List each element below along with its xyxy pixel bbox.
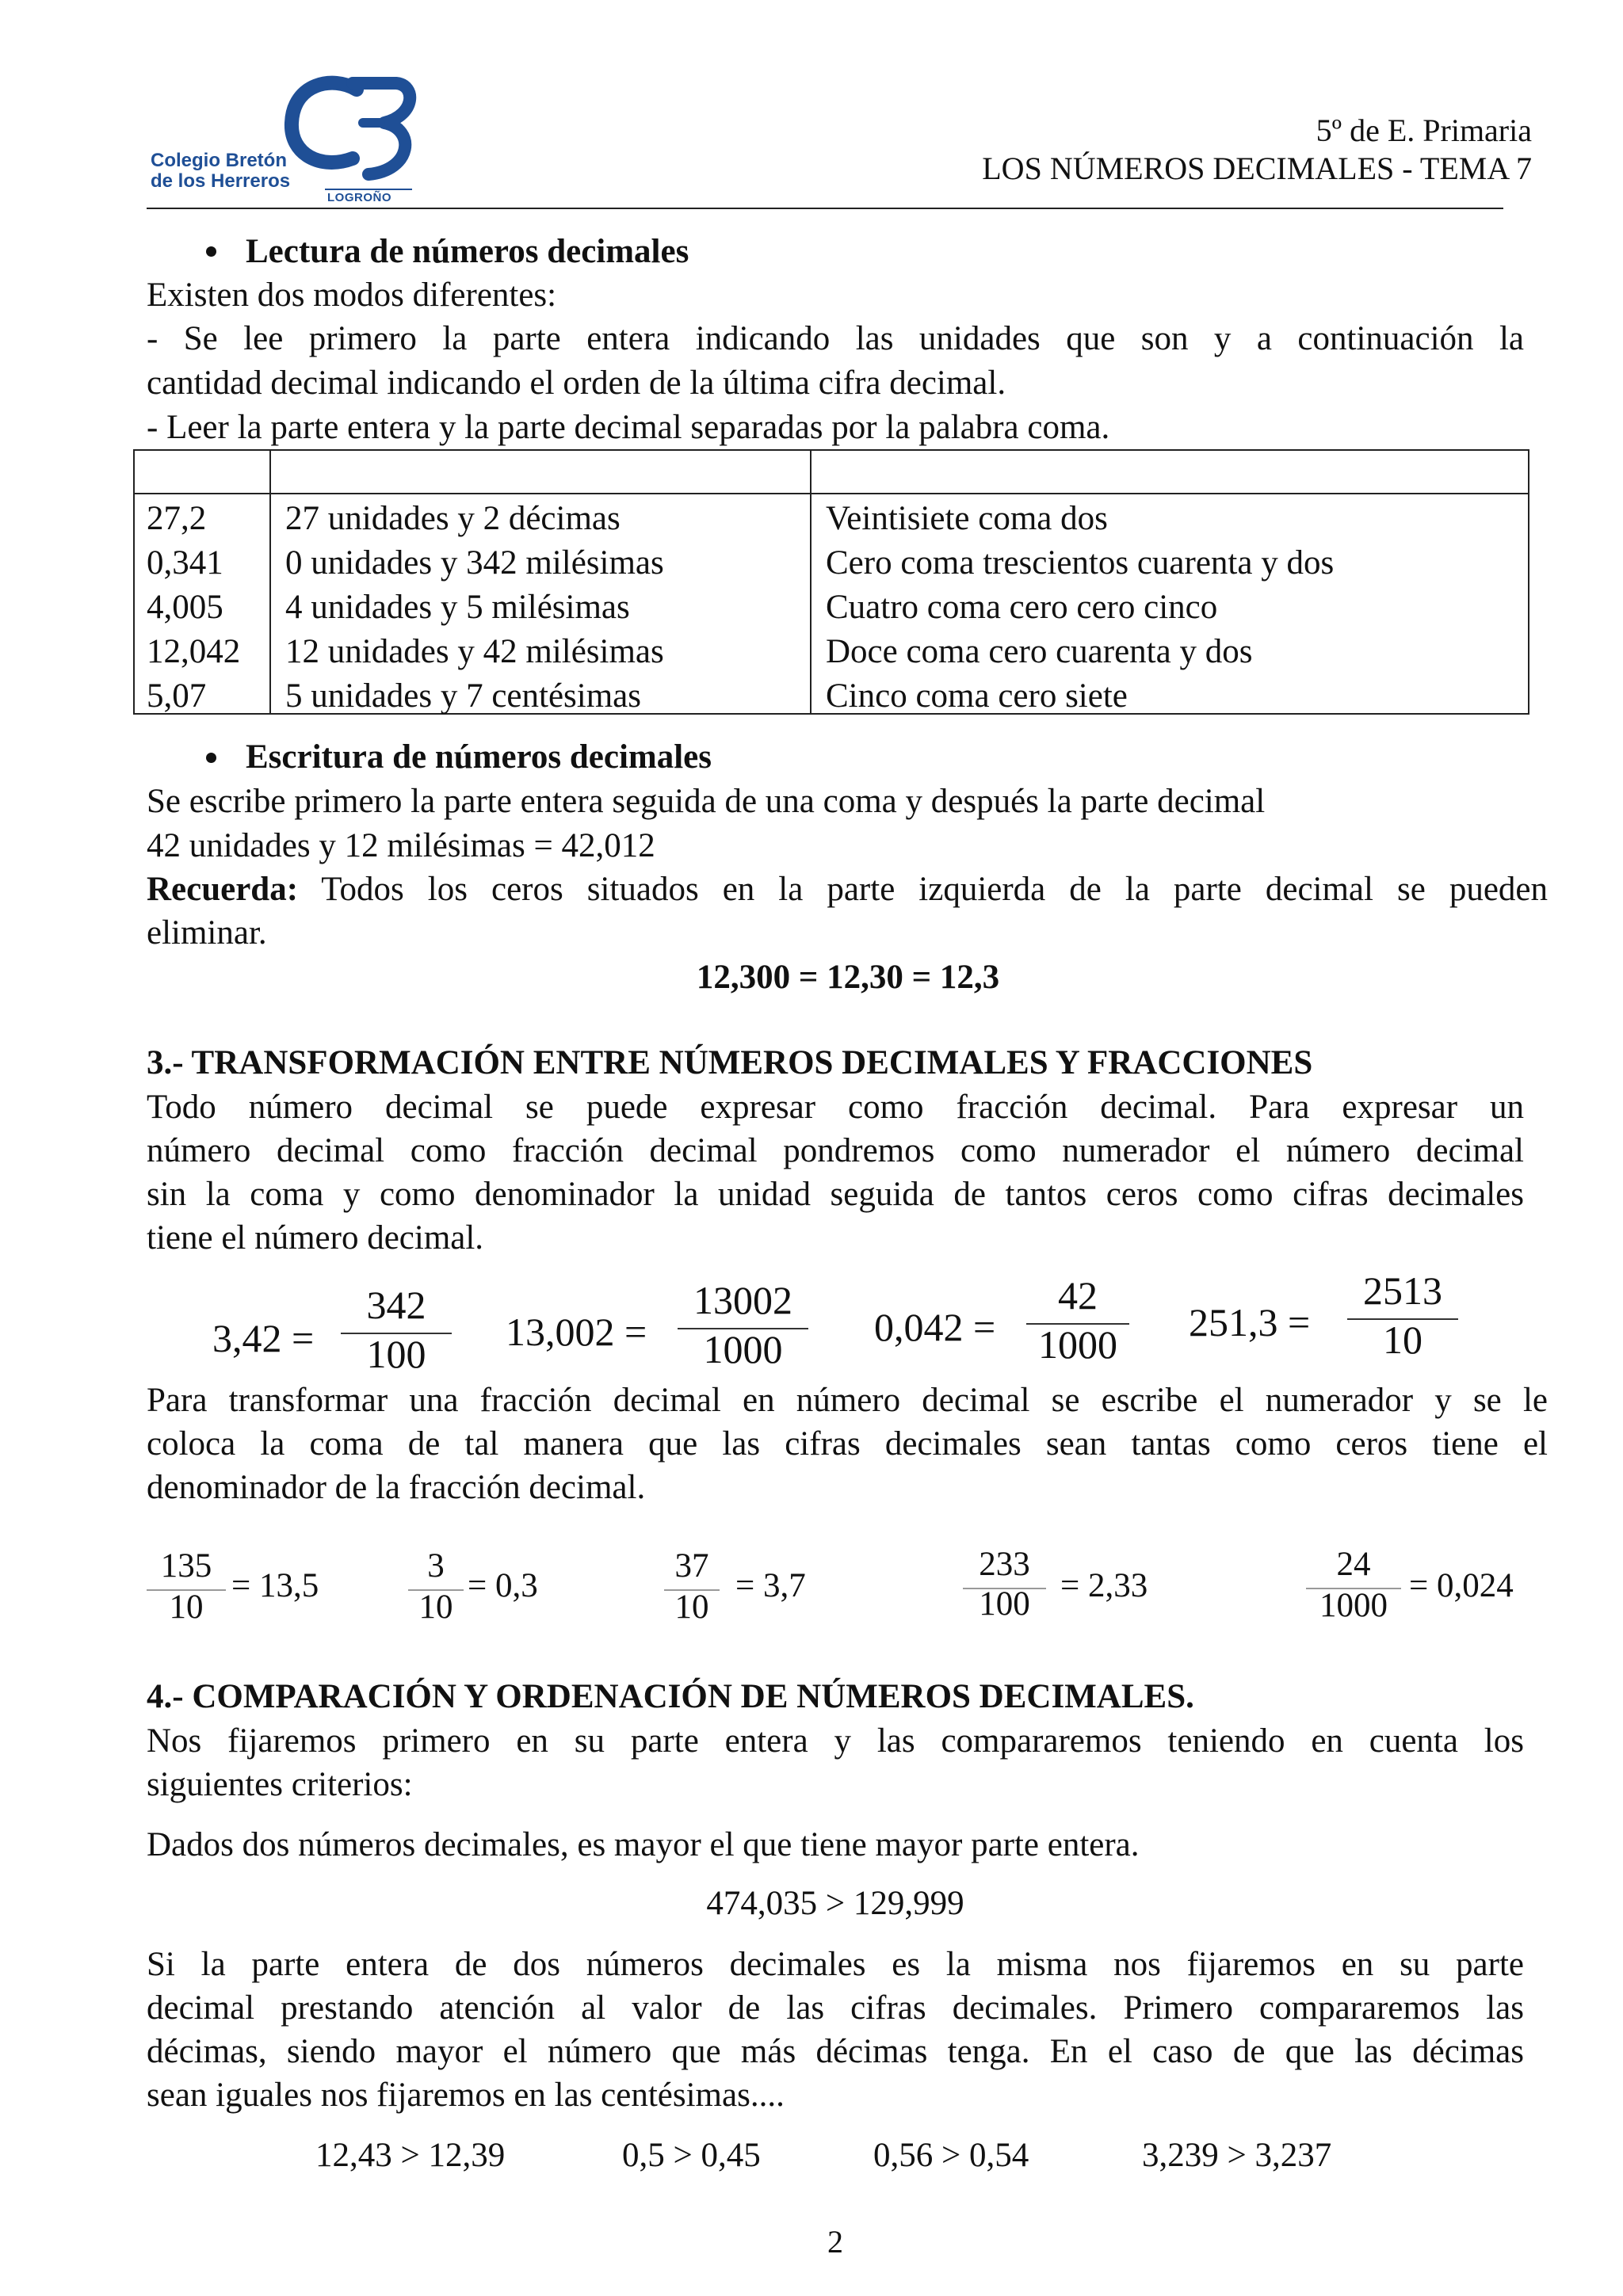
logo-name-line1: Colegio Bretón [151,150,287,171]
comparison-example: 3,239 > 3,237 [1142,2137,1332,2174]
section4-p2-line4: sean iguales nos fijaremos en las centésimas.... [147,2077,785,2114]
section4-p2-line3: décimas, siendo mayor el número que más décimas tenga. En el caso de que las décimas [147,2033,1524,2070]
reading-mode1-line2: cantidad decimal indicando el orden de la última cifra decimal. [147,364,1006,402]
comparison-example: 12,43 > 12,39 [315,2137,506,2174]
decimal-result: = 2,33 [1060,1567,1148,1604]
comparison-example: 0,5 > 0,45 [622,2137,761,2174]
logo-underline [325,189,412,190]
table-cell-words: Doce coma cero cuarenta y dos [826,633,1253,670]
fraction-numerator: 3 [427,1547,445,1585]
decimal-term: 13,002 = [506,1310,647,1354]
decimal-result: = 0,3 [468,1567,538,1604]
section4-p1-line2: siguientes criterios: [147,1766,413,1803]
section3-p1-line3: sin la coma y como denominador la unidad seguida de tantos ceros como cifras decimales [147,1176,1524,1213]
remember-label: Recuerda: [147,871,299,908]
fraction-denominator: 100 [366,1332,426,1376]
table-cell-words: Cinco coma cero siete [826,677,1128,715]
section4-p2-line2: decimal prestando atención al valor de las cifras decimales. Primero compararemos las [147,1989,1524,2027]
section4-title: 4.- COMPARACIÓN Y ORDENACIÓN DE NÚMEROS DECIMALES. [147,1678,1194,1715]
bullet-icon [206,246,216,257]
header-rule [147,208,1503,209]
table-cell-number: 4,005 [147,589,223,626]
fraction-denominator: 1000 [703,1327,783,1371]
fraction-denominator: 10 [169,1589,204,1626]
fraction-numerator: 13002 [693,1278,792,1322]
logo-city: LOGROÑO [327,191,391,204]
section3-p2-line1: Para transformar una fracción decimal en número decimal se escribe el numerador y se le [147,1382,1548,1419]
comparison-example: 0,56 > 0,54 [873,2137,1029,2174]
decimal-result: = 13,5 [231,1567,319,1604]
fraction-numerator: 2513 [1363,1268,1442,1313]
section3-p2-line3: denominador de la fracción decimal. [147,1469,646,1506]
fraction-denominator: 10 [1383,1318,1423,1362]
table-cell-words: Cero coma trescientos cuarenta y dos [826,544,1335,582]
section3-p1-line1: Todo número decimal se puede expresar como fracción decimal. Para expresar un [147,1089,1524,1126]
fraction-denominator: 100 [979,1585,1030,1623]
table-cell-units: 4 unidades y 5 milésimas [285,589,630,626]
decimal-result: = 0,024 [1409,1567,1514,1604]
writing-line1: Se escribe primero la parte entera seguida de una coma y después la parte decimal [147,783,1266,820]
table-cell-units: 27 unidades y 2 décimas [285,500,621,537]
fraction-numerator: 37 [674,1547,709,1585]
table-cell-number: 27,2 [147,500,207,537]
section4-example1: 474,035 > 129,999 [706,1885,964,1922]
page-number: 2 [827,2224,843,2260]
table-cell-units: 12 unidades y 42 milésimas [285,633,664,670]
writing-title: Escritura de números decimales [246,738,712,776]
table-cell-number: 0,341 [147,544,223,582]
section4-rule1: Dados dos números decimales, es mayor el que tiene mayor parte entera. [147,1826,1140,1863]
table-divider [269,451,271,713]
reading-mode1-line1: - Se lee primero la parte entera indicando las unidades que son y a continuación la [147,320,1524,357]
section4-p2-line1: Si la parte entera de dos números decimales es la misma nos fijaremos en su parte [147,1946,1524,1983]
fraction-numerator: 342 [366,1283,426,1327]
section3-p1-line2: número decimal como fracción decimal pondremos como numerador el número decimal [147,1132,1524,1169]
table-cell-number: 12,042 [147,633,241,670]
fraction-denominator: 10 [674,1589,709,1626]
reading-intro: Existen dos modos diferentes: [147,277,557,314]
remember-line2: eliminar. [147,914,267,952]
table-cell-units: 5 unidades y 7 centésimas [285,677,642,715]
school-logo [147,75,416,210]
zeros-equality: 12,300 = 12,30 = 12,3 [696,959,1000,996]
section3-p1-line4: tiene el número decimal. [147,1219,484,1257]
logo-name-line2: de los Herreros [151,170,291,192]
reading-title: Lectura de números decimales [246,233,689,270]
fraction-denominator: 1000 [1038,1322,1117,1367]
remember-line1 [147,868,1548,912]
school-logo-icon [277,75,420,194]
header-grade: 5º de E. Primaria [1316,113,1532,148]
reading-mode2: - Leer la parte entera y la parte decimal separadas por la palabra coma. [147,409,1110,446]
decimal-term: 251,3 = [1189,1300,1311,1344]
reading-table [133,449,1529,715]
header-topic: LOS NÚMEROS DECIMALES - TEMA 7 [982,151,1532,186]
fraction-denominator: 10 [418,1589,453,1626]
section4-p1-line1: Nos fijaremos primero en su parte entera y las compararemos teniendo en cuenta los [147,1722,1524,1760]
remember-text: Todos los ceros situados en la parte izquierda de la parte decimal se pueden [298,871,1548,908]
section3-p2-line2: coloca la coma de tal manera que las cifras decimales sean tantas como ceros tiene el [147,1425,1548,1463]
table-cell-number: 5,07 [147,677,207,715]
table-divider [810,451,812,713]
section3-title: 3.- TRANSFORMACIÓN ENTRE NÚMEROS DECIMALES Y FRACCIONES [147,1044,1313,1081]
fraction-denominator: 1000 [1319,1587,1388,1624]
table-cell-units: 0 unidades y 342 milésimas [285,544,664,582]
fraction-numerator: 233 [979,1546,1030,1583]
decimal-term: 0,042 = [874,1305,996,1349]
decimal-result: = 3,7 [735,1567,806,1604]
table-header-rule [135,493,1528,494]
table-cell-words: Veintisiete coma dos [826,500,1108,537]
decimal-term: 3,42 = [212,1316,315,1360]
fraction-numerator: 42 [1058,1273,1098,1318]
bullet-icon [206,753,216,763]
table-cell-words: Cuatro coma cero cero cinco [826,589,1218,626]
writing-example: 42 unidades y 12 milésimas = 42,012 [147,827,655,864]
fraction-numerator: 24 [1336,1546,1371,1583]
fraction-numerator: 135 [160,1547,212,1585]
